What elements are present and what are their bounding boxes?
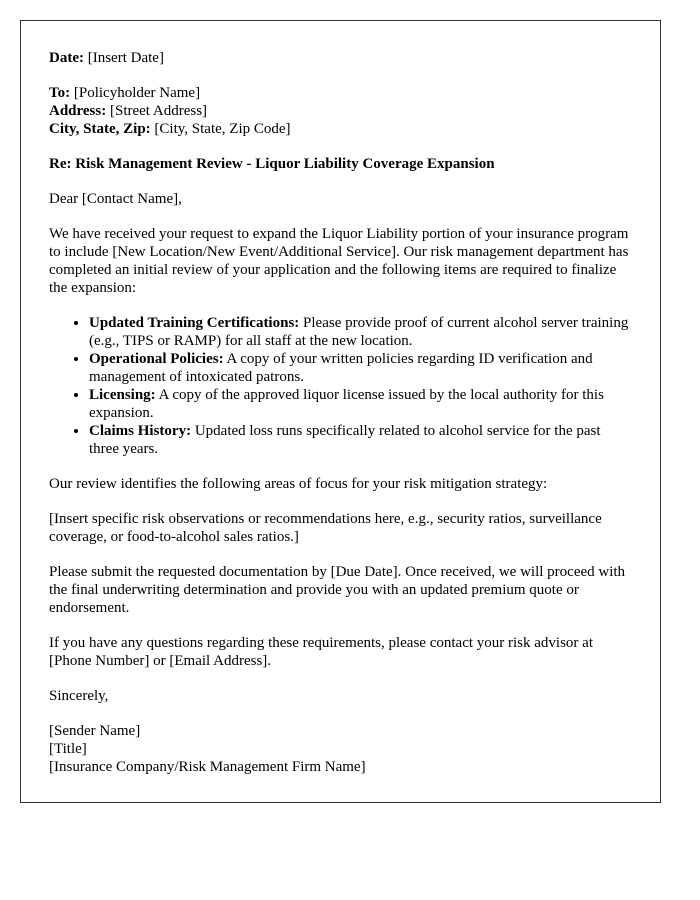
recipient-block: To: [Policyholder Name] Address: [Street Address] City, State, Zip: [City, State, Zip Code] <box>49 85 291 137</box>
list-item: • Operational Policies: A copy of your written policies regarding ID verification and management of intoxicated patrons. <box>89 350 632 386</box>
closing: Sincerely, <box>49 688 109 704</box>
contact-paragraph: If you have any questions regarding these requirements, please contact your risk advisor at [Phone Number] or [Email Address]. <box>49 635 593 669</box>
submit-paragraph: Please submit the requested documentation by [Due Date]. Once received, we will proceed with the final underwriting determination and provide you with an updated premium quote or endorsement. <box>49 564 626 616</box>
letter <box>20 20 661 803</box>
requirements-list <box>49 314 632 458</box>
list-item: • Updated Training Certifications: Please provide proof of current alcohol server training (e.g., TIPS or RAMP) for all staff at the new location. <box>89 314 632 350</box>
focus-paragraph: Our review identifies the following areas of focus for your risk mitigation strategy: <box>49 476 548 492</box>
date-line: Date: [Insert Date] <box>49 50 164 66</box>
salutation: Dear [Contact Name], <box>49 191 182 207</box>
list-item: • Licensing: A copy of the approved liquor license issued by the local authority for this expansion. <box>89 386 632 422</box>
list-item: • Claims History: Updated loss runs specifically related to alcohol service for the past three years. <box>89 422 632 458</box>
observations-paragraph: [Insert specific risk observations or recommendations here, e.g., security ratios, surveillance coverage, or food-to-alcohol sales ratios.] <box>49 511 602 545</box>
subject-line: Re: Risk Management Review - Liquor Liability Coverage Expansion <box>49 156 495 172</box>
signature-block: [Sender Name] [Title] [Insurance Company/Risk Management Firm Name] <box>49 723 366 775</box>
intro-paragraph: We have received your request to expand the Liquor Liability portion of your insurance program to include [New Location/New Event/Additional Service]. Our risk management department has completed an initial review of your application and the following items are required to finalize the expansion: <box>49 226 629 296</box>
